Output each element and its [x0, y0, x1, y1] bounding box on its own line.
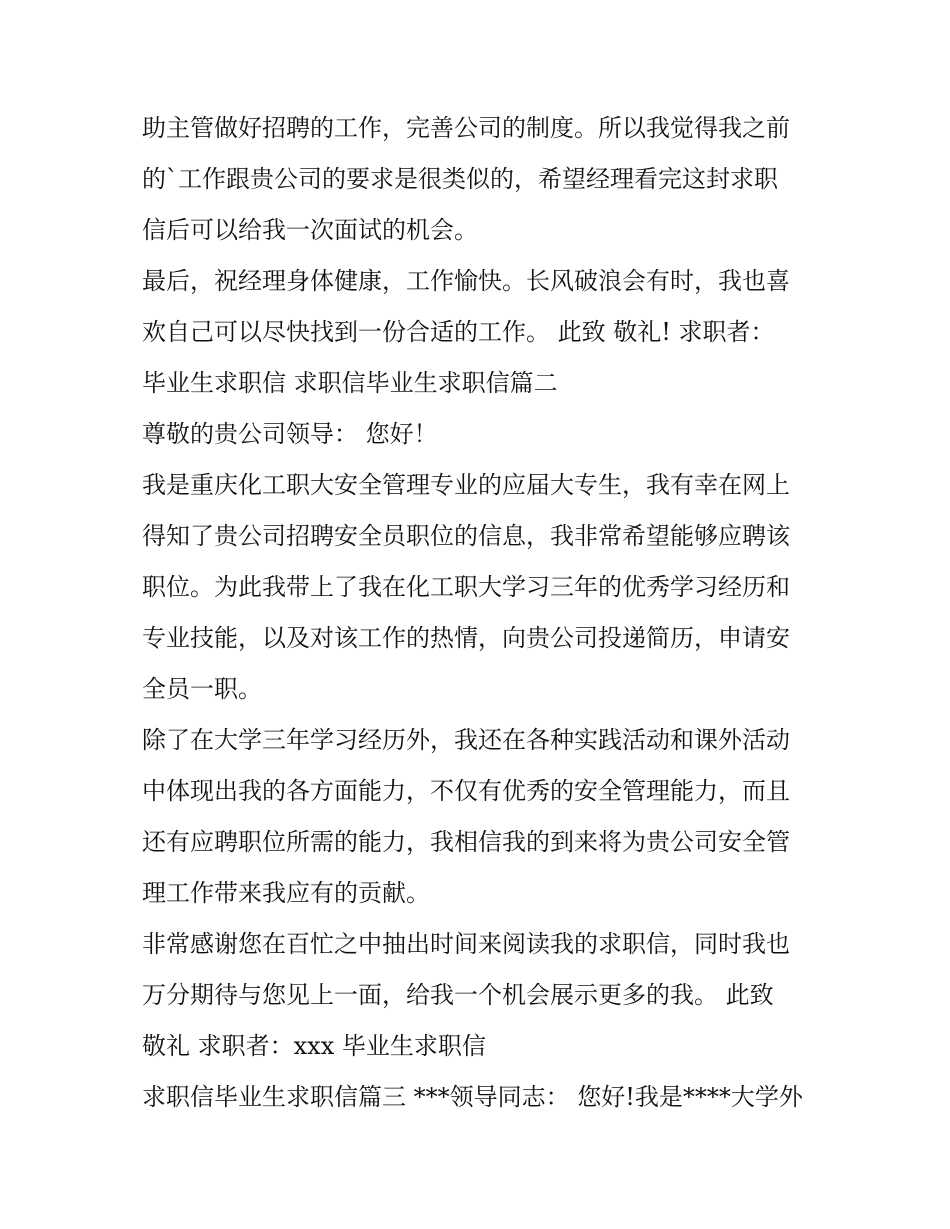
text-line: 最后，祝经理身体健康，工作愉快。长风破浪会有时，我也喜	[142, 267, 790, 295]
text-line: 非常感谢您在百忙之中抽出时间来阅读我的求职信，同时我也	[142, 930, 790, 958]
section-heading: 毕业生求职信 求职信毕业生求职信篇二	[142, 369, 558, 397]
text-line: 敬礼 求职者：xxx 毕业生求职信	[142, 1032, 486, 1060]
text-line: 专业技能，以及对该工作的热情，向贵公司投递简历，申请安	[142, 624, 790, 652]
text-line: 的`工作跟贵公司的要求是很类似的，希望经理看完这封求职	[142, 165, 778, 193]
salutation: 尊敬的贵公司领导： 您好！	[142, 420, 438, 448]
letter-body	[142, 103, 822, 1123]
text-line: 助主管做好招聘的工作，完善公司的制度。所以我觉得我之前	[142, 114, 790, 142]
text-line: 除了在大学三年学习经历外，我还在各种实践活动和课外活动	[142, 726, 790, 754]
text-line: 求职信毕业生求职信篇三 ***领导同志： 您好!我是****大学外	[142, 1083, 803, 1111]
text-line: 职位。为此我带上了我在化工职大学习三年的优秀学习经历和	[142, 573, 790, 601]
text-line: 全员一职。	[142, 675, 262, 703]
text-line: 得知了贵公司招聘安全员职位的信息，我非常希望能够应聘该	[142, 522, 790, 550]
text-line: 我是重庆化工职大安全管理专业的应届大专生，我有幸在网上	[142, 471, 790, 499]
text-line: 中体现出我的各方面能力，不仅有优秀的安全管理能力，而且	[142, 777, 790, 805]
text-line: 还有应聘职位所需的能力，我相信我的到来将为贵公司安全管	[142, 828, 790, 856]
text-line: 理工作带来我应有的贡献。	[142, 879, 430, 907]
text-line: 欢自己可以尽快找到一份合适的工作。 此致 敬礼! 求职者：	[142, 318, 775, 346]
text-line: 信后可以给我一次面试的机会。	[142, 216, 478, 244]
text-line: 万分期待与您见上一面，给我一个机会展示更多的我。 此致	[142, 981, 774, 1009]
